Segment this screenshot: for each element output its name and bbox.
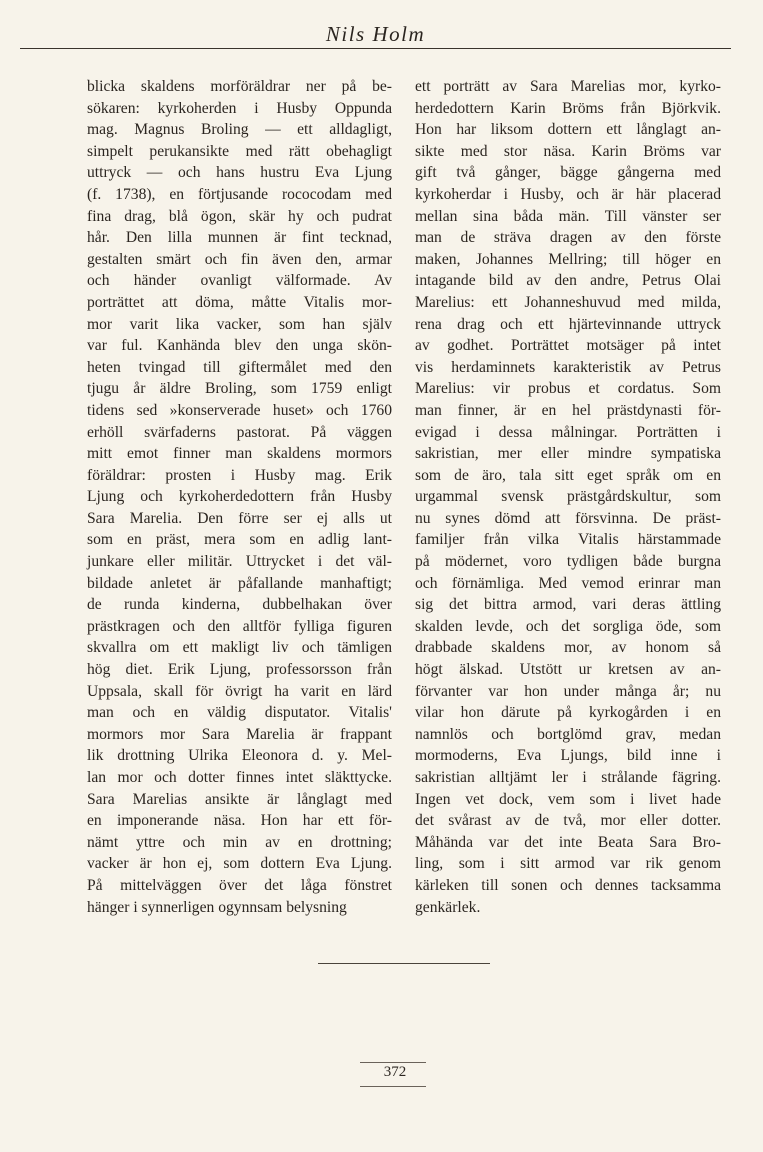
text-line: tidens sed »konserverade huset» och 1760 [87, 401, 392, 419]
page-number: 372 [383, 1064, 407, 1080]
text-line: Måhända var det inte Beata Sara Bro- [415, 833, 721, 851]
text-line: simpelt perukansikte med rätt obehagligt [87, 142, 392, 160]
text-line: kärleken till sonen och dennes tacksamma [415, 876, 721, 894]
text-line: på mödernet, voro tydligen både burgna [415, 553, 721, 571]
text-line: mor varit lika vacker, som han själv [87, 315, 392, 333]
text-line: rena drag och ett hjärtevinnande uttryck [415, 315, 721, 333]
section-divider [318, 963, 490, 964]
text-line: man finner, är en hel prästdynasti för- [415, 401, 721, 419]
text-line: maken, Johannes Mellring; till höger en [415, 250, 721, 268]
text-line: man de sträva dragen av den förste [415, 229, 721, 247]
text-line: evigad i dessa målningar. Porträtten i [415, 423, 721, 441]
text-line: Ljung och kyrkoherdedottern från Husby [87, 488, 392, 506]
text-line: tjugu år äldre Broling, som 1759 enligt [87, 380, 392, 398]
text-line: mormors mor Sara Marelia är frappant [87, 725, 392, 743]
text-line: gift två gånger, bägge gångerna med [415, 164, 721, 182]
text-line: sakristian, mer eller mindre sympatiska [415, 445, 721, 463]
text-line: erhöll svärfaderns pastorat. På väggen [87, 423, 392, 441]
text-line: lan mor och dotter finnes intet släkttycke. [87, 769, 392, 786]
text-column-left [87, 76, 392, 918]
text-line: drabbade skaldens mor, av honom så [415, 639, 721, 657]
text-line: skalden levde, och det sorgliga öde, som [415, 617, 721, 635]
text-line: nämt yttre och min av en drottning; [87, 833, 392, 851]
text-line: gestalten smärt och fin även den, armar [87, 250, 392, 268]
text-line: mormoderns, Eva Ljungs, bild inne i [415, 747, 721, 765]
text-line: Marelius: ett Johanneshuvud med milda, [415, 293, 721, 311]
text-line: Sara Marelias ansikte är långlagt med [87, 790, 392, 808]
text-line: skvallra om ett makligt liv och tämligen [87, 639, 392, 657]
text-line: hänger i synnerligen ogynnsam belysning [87, 898, 347, 916]
text-line: vis herdaminnets karakteristik av Petrus [415, 358, 721, 376]
text-line: och förnämliga. Med vemod erinrar man [415, 574, 721, 592]
text-line: mitt emot finner man skaldens mormors [87, 445, 392, 463]
text-line: fina drag, blå ögon, skär hy och pudrat [87, 207, 392, 225]
text-line: junkare eller militär. Uttrycket i det väl- [87, 553, 392, 571]
text-line: ling, som i sitt armod var rik genom [415, 855, 721, 873]
text-line: herdedottern Karin Bröms från Björkvik. [415, 99, 721, 117]
text-line: bildade anletet är påfallande manhaftigt; [87, 574, 392, 592]
text-line: och händer ovanligt välformade. Av [87, 272, 392, 290]
text-line: hår. Den lilla munnen är fint tecknad, [87, 229, 392, 247]
text-line: hög diet. Erik Ljung, professorsson från [87, 661, 392, 679]
running-header [20, 22, 731, 49]
text-line: porträttet att döma, måtte Vitalis mor- [87, 293, 392, 311]
text-line: lik drottning Ulrika Eleonora d. y. Mel- [87, 747, 392, 765]
text-line: vilar hon därute på kyrkogården i en [415, 704, 721, 722]
text-column-right [415, 76, 721, 918]
text-line: som de äro, tala sitt eget språk om en [415, 466, 721, 484]
text-line: föräldrar: prosten i Husby mag. Erik [87, 466, 392, 484]
text-line: kyrkoherdar i Husby, och är här placerad [415, 185, 721, 203]
text-line: heten tvingad till giftermålet med den [87, 358, 392, 376]
text-line: ett porträtt av Sara Marelias mor, kyrko- [415, 78, 721, 95]
text-line: av godhet. Porträttet motsäger på intet [415, 337, 721, 355]
text-line: sig det bittra armod, vari deras ättling [415, 596, 721, 614]
text-line: Hon har liksom dottern ett långlagt an- [415, 121, 721, 139]
text-line: Marelius: vir probus et cordatus. Som [415, 380, 721, 398]
text-line: familjer från vilka Vitalis härstammade [415, 531, 721, 549]
folio-rule-bottom [360, 1086, 426, 1087]
text-line: förvanter var hon under många år; nu [415, 682, 721, 700]
text-line: urgammal svensk prästgårdskultur, som [415, 488, 721, 506]
text-line: På mittelväggen över det låga fönstret [87, 876, 392, 894]
text-line: man och en väldig disputator. Vitalis' [87, 704, 392, 722]
text-line: det svårast av de två, mor eller dotter. [415, 812, 721, 830]
text-line: sökaren: kyrkoherden i Husby Oppunda [87, 99, 392, 117]
text-line: Uppsala, skall för övrigt ha varit en lärd [87, 682, 392, 700]
text-line: vacker är hon ej, som dottern Eva Ljung. [87, 855, 392, 873]
text-line: mellan sina båda män. Till vänster ser [415, 207, 721, 225]
text-line: de runda kinderna, dubbelhakan över [87, 596, 392, 614]
text-line: blicka skaldens morföräldrar ner på be- [87, 78, 392, 95]
text-line: uttryck — och hans hustru Eva Ljung [87, 164, 392, 182]
text-line: nu synes dömd att försvinna. De präst- [415, 509, 721, 527]
text-line: mag. Magnus Broling — ett alldagligt, [87, 121, 392, 139]
text-line: prästkragen och den alltför fylliga figuren [87, 617, 392, 635]
text-line: genkärlek. [415, 898, 481, 916]
text-line: namnlös och bortglömd grav, medan [415, 725, 721, 743]
text-line: var ful. Kanhända blev den unga skön- [87, 337, 392, 355]
text-line: intagande bild av den andre, Petrus Olai [415, 272, 721, 290]
text-line: som en präst, mera som en adlig lant- [87, 531, 392, 549]
text-line: (f. 1738), en förtjusande rococodam med [87, 185, 392, 203]
text-line: en imponerande näsa. Hon har ett för- [87, 812, 392, 830]
text-line: sikte med stor näsa. Karin Bröms var [415, 142, 721, 160]
text-line: Sara Marelia. Den förre ser ej alls ut [87, 509, 392, 527]
running-title: Nils Holm [325, 22, 426, 46]
text-line: högt älskad. Utstött ur kretsen av an- [415, 661, 721, 679]
text-line: Ingen vet dock, vem som i livet hade [415, 790, 721, 808]
text-line: sakristian alltjämt ler i strålande fägring. [415, 769, 721, 786]
